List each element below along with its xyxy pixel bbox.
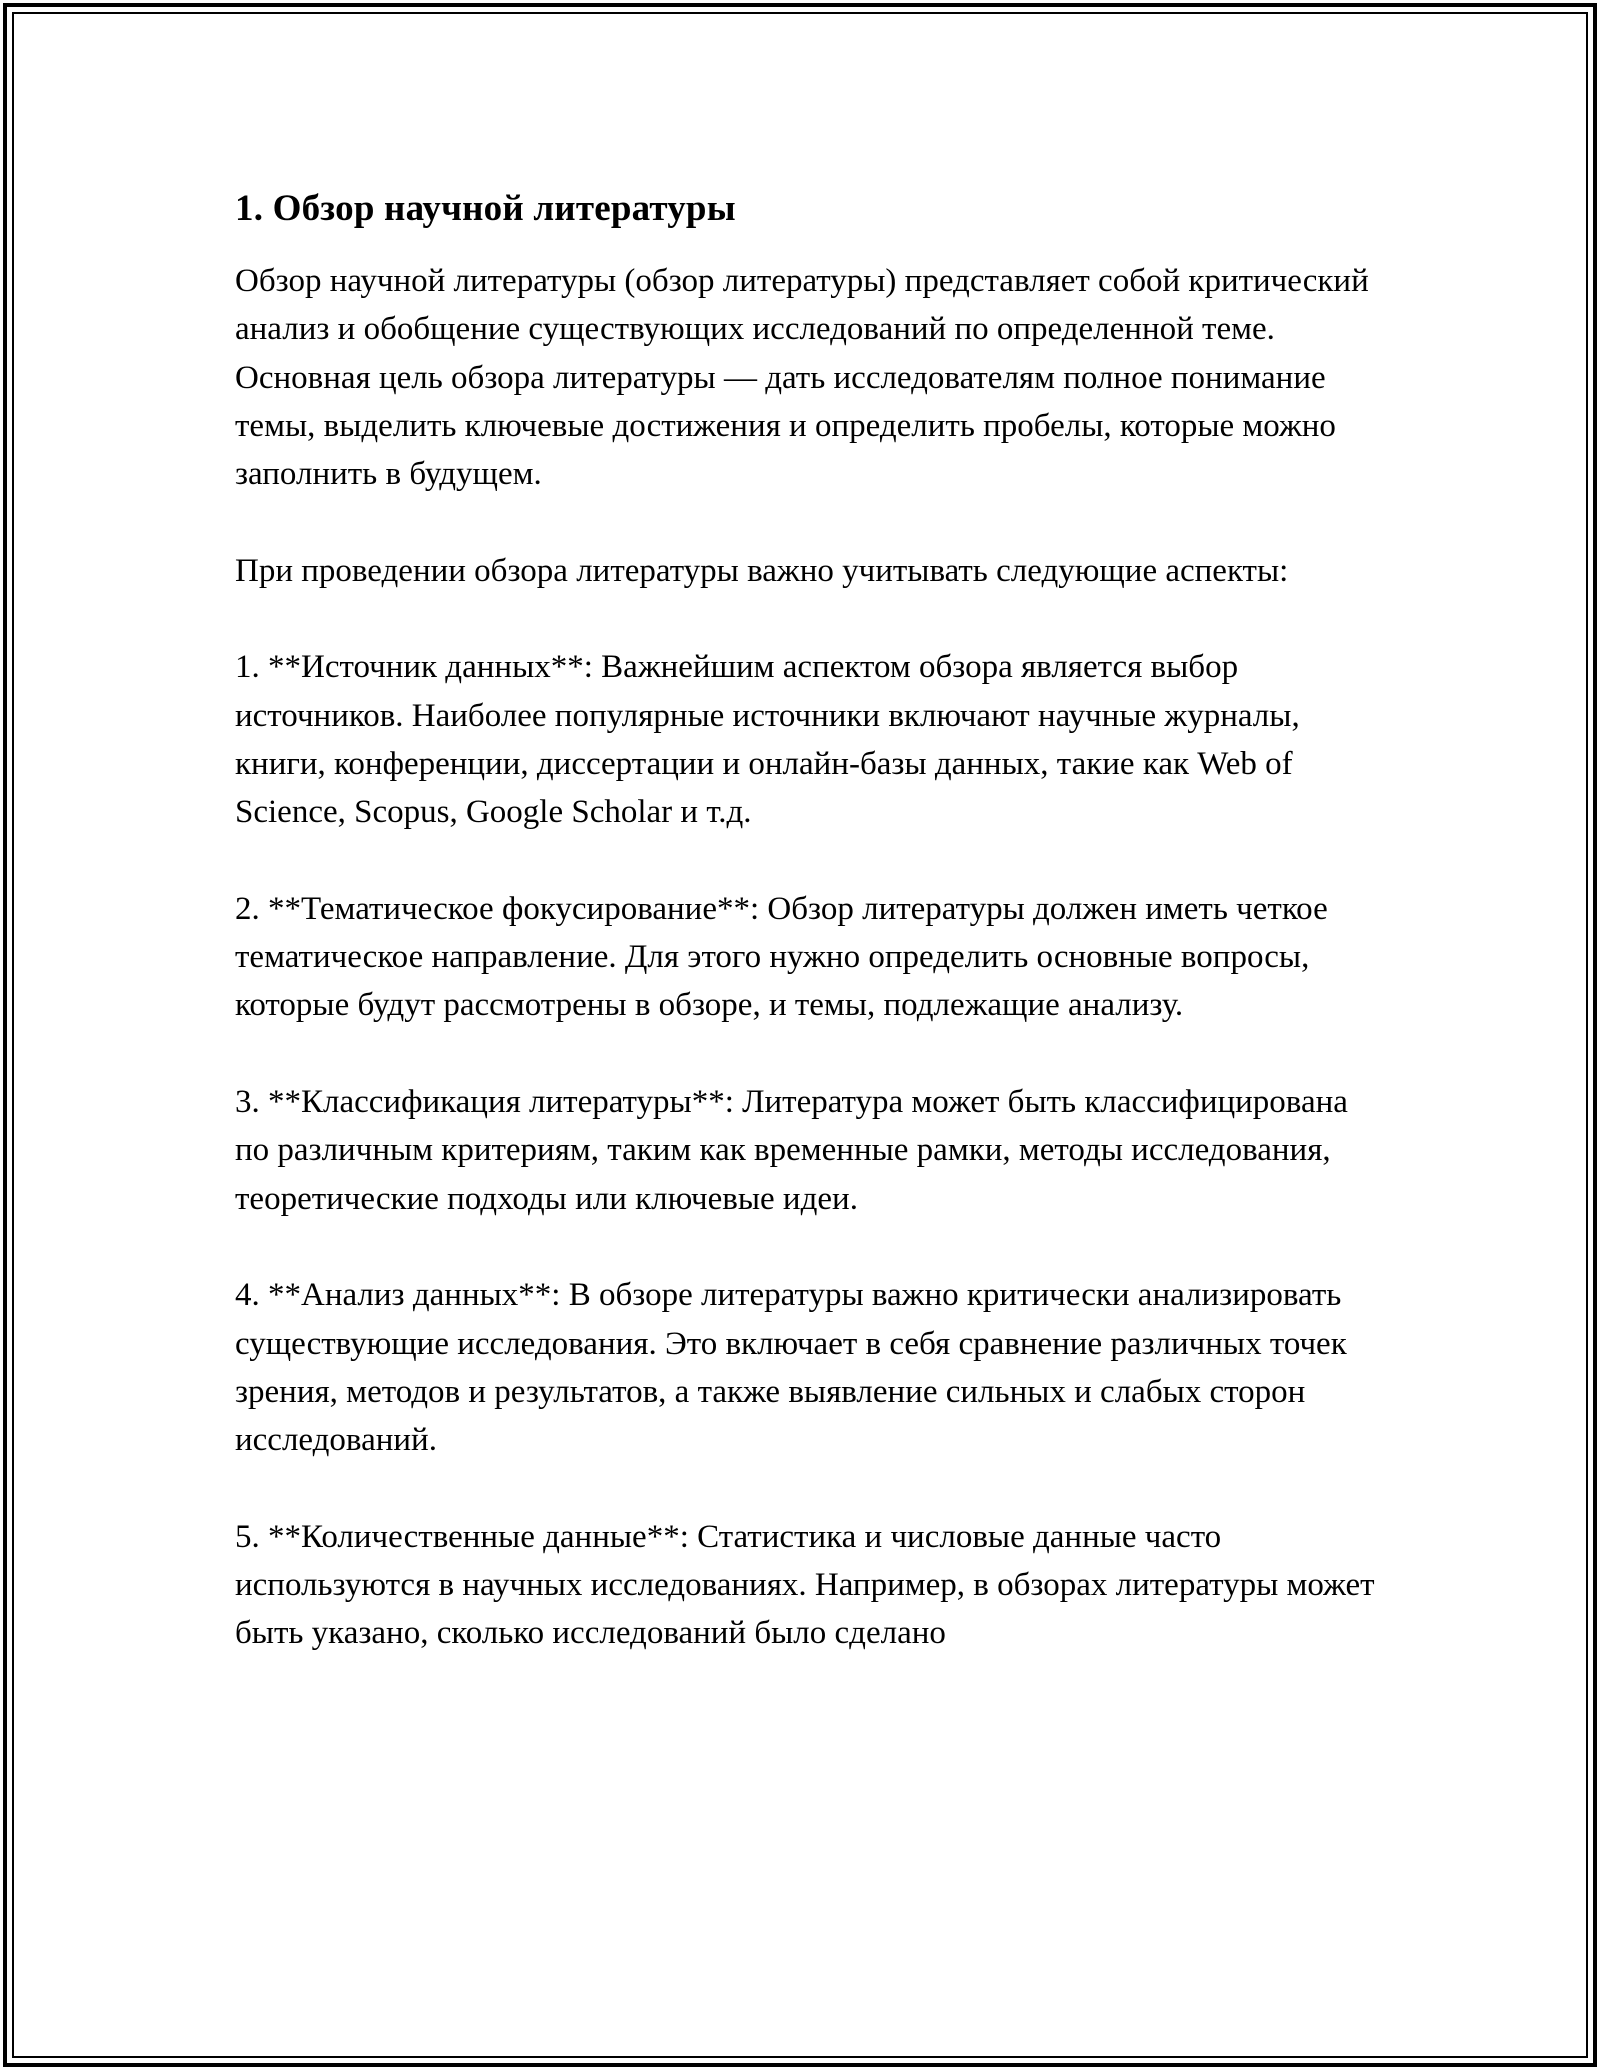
aspect-3-classification: 3. **Классификация литературы**: Литература может быть классифицирована по различным критериям, таким как временные рамки, методы исследования, теоретические подходы или ключевые идеи.	[235, 1084, 1348, 1217]
aspects-intro-paragraph: При проведении обзора литературы важно учитывать следующие аспекты:	[235, 552, 1289, 589]
aspect-4-data-analysis: 4. **Анализ данных**: В обзоре литературы важно критически анализировать существующие исследования. Это включает в себя сравнение различных точек зрения, методов и результатов, а также выявление сильных и слабых сторон исследований.	[235, 1277, 1347, 1459]
aspect-2-thematic-focus: 2. **Тематическое фокусирование**: Обзор литературы должен иметь четкое тематическое направление. Для этого нужно определить основные вопросы, которые будут рассмотрены в обзоре, и темы, подлежащие анализу.	[235, 890, 1328, 1024]
aspect-1-data-sources: 1. **Источник данных**: Важнейшим аспектом обзора является выбор источников. Наиболее популярные источники включают научные журналы, книги, конференции, диссертации и онлайн-базы данных, такие как Web of Science, Scopus, Google Scholar и т.д.	[235, 649, 1300, 831]
document-body	[235, 185, 1375, 1706]
section-heading: 1. Обзор научной литературы	[235, 188, 736, 229]
intro-paragraph: Обзор научной литературы (обзор литературы) представляет собой критический анализ и обобщение существующих исследований по определенной теме. Основная цель обзора литературы — дать исследователям полное понимание темы, выделить ключевые достижения и определить пробелы, которые можно заполнить в будущем.	[235, 263, 1369, 493]
aspect-5-quantitative-data: 5. **Количественные данные**: Статистика и числовые данные часто используются в научных исследованиях. Например, в обзорах литературы может быть указано, сколько исследований было сделано	[235, 1518, 1375, 1652]
